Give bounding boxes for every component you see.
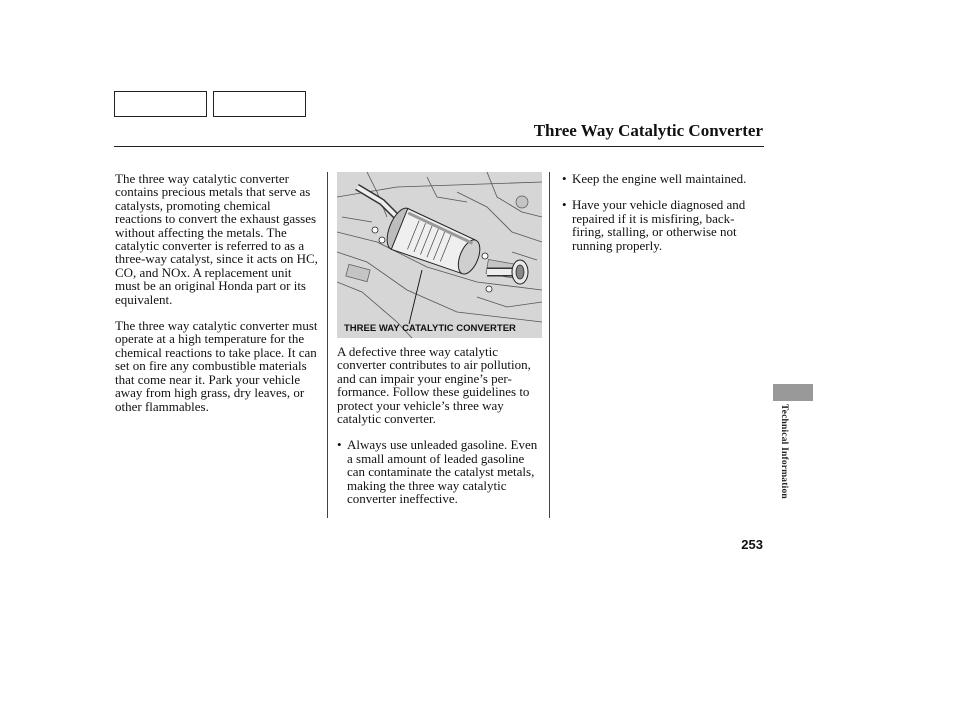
page-title: Three Way Catalytic Converter: [533, 121, 763, 140]
nav-button-previous[interactable]: [114, 91, 207, 117]
middle-column: [337, 345, 542, 518]
column-divider: [327, 172, 328, 518]
left-column: [115, 172, 320, 426]
paragraph-catalyst-description: The three way catalytic converter contains precious metals that serve as catalysts, promoting chemical reactions to convert the exhaust gasses without affecting the metals. The catalytic converter is referred to as a three-way catalyst, since it acts on HC, CO, and NOx. A replacement unit must be an original Honda part or its equivalent.: [115, 171, 318, 307]
bullet-icon: •: [337, 437, 342, 453]
page-number: 253: [741, 537, 763, 552]
nav-button-next[interactable]: [213, 91, 306, 117]
right-column: [562, 172, 762, 265]
section-tab[interactable]: [773, 384, 813, 401]
list-item: [562, 198, 762, 252]
section-label: Technical Information: [779, 404, 789, 499]
bullet-icon: •: [562, 197, 567, 213]
paragraph-temperature-warning: The three way catalytic converter must operate at a high temperature for the chemical reactions to take place. It can set on fire any combustible materials that come near it. Park your vehicle away from high grass, dry leaves, or other flammables.: [115, 318, 318, 414]
bullet-text: Keep the engine well maintained.: [572, 171, 747, 186]
bullet-text: Have your vehicle diagnosed and repaired if it is misfiring, back-firing, stalling, or otherwise not running properly.: [572, 197, 746, 253]
title-rule: [114, 146, 764, 147]
paragraph-defective-converter: A defective three way catalytic converter contributes to air pollution, and can impair your engine’s per-formance. Follow these guidelines to protect your vehicle’s three way catalytic converter.: [337, 344, 531, 427]
bullet-text: Always use unleaded gasoline. Even a small amount of leaded gasoline can contaminate the catalyst metals, making the three way catalytic converter ineffective.: [347, 437, 538, 507]
figure-caption: THREE WAY CATALYTIC CONVERTER: [344, 323, 516, 334]
list-item: [562, 172, 762, 185]
catalytic-converter-illustration: [337, 172, 542, 338]
undercarriage-drawing: [337, 172, 542, 338]
column-divider: [549, 172, 550, 518]
list-item: [337, 438, 542, 505]
bullet-icon: •: [562, 171, 567, 186]
